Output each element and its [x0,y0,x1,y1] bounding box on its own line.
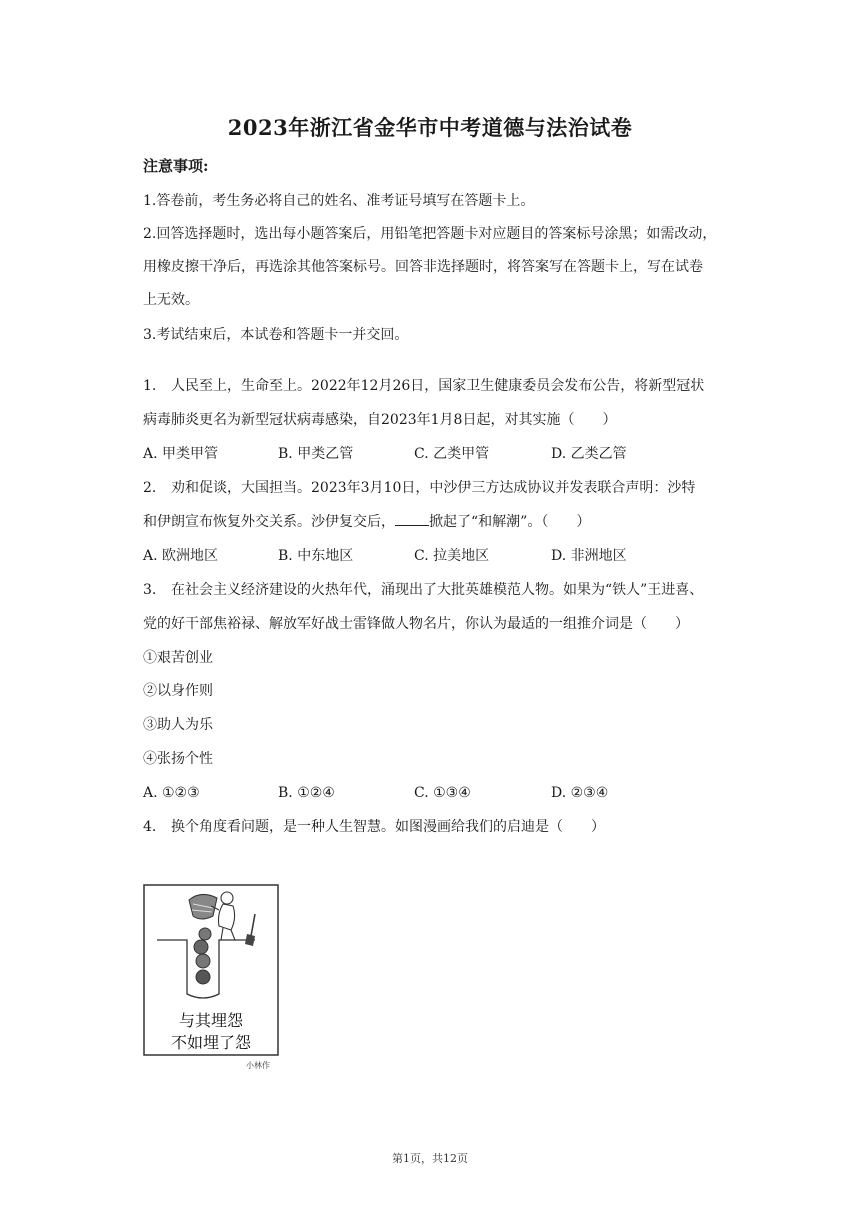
question-text: 掀起了“和解潮”。（ ） [429,514,591,530]
cartoon-illustration [143,884,279,1056]
cartoon-caption-line1: 与其埋怨 [178,1011,244,1030]
notice-line: 用橡皮擦干净后，再选涂其他答案标号。回答非选择题时，将答案写在答题卡上，写在试卷 [143,259,703,275]
question-text: 在社会主义经济建设的火热年代，涌现出了大批英雄模范人物。如果为“铁人”王进喜、 [171,582,704,598]
question-text: 和伊朗宣布恢复外交关系。沙伊复交后， [143,514,395,530]
option-a: A. 甲类甲管 [143,446,219,462]
option-d: D. 乙类乙管 [551,446,627,462]
cartoon-caption-line2: 不如埋了怨 [170,1033,252,1052]
notice-line: 1.答卷前，考生务必将自己的姓名、准考证号填写在答题卡上。 [143,193,535,209]
option-d: D. ②③④ [551,785,609,801]
statement-item: ①艰苦创业 [143,650,213,666]
question-number: 1. [143,378,157,394]
notice-line: 3.考试结束后，本试卷和答题卡一并交回。 [143,327,409,343]
question-4 [143,817,605,837]
option-c: C. ①③④ [414,785,471,801]
question-3 [143,580,703,600]
question-text: 换个角度看问题，是一种人生智慧。如图漫画给我们的启迪是（ ） [171,819,605,835]
question-number: 3. [143,582,157,598]
notice-line: 上无效。 [143,292,199,308]
option-a: A. ①②③ [143,785,200,801]
option-c: C. 拉美地区 [414,548,490,564]
statement-item: ②以身作则 [143,683,213,699]
question-text: 病毒肺炎更名为新型冠状病毒感染，自2023年1月8日起，对其实施（ ） [143,412,617,428]
question-text: 人民至上，生命至上。2022年12月26日，国家卫生健康委员会发布公告，将新型冠状 [171,378,705,394]
ball [194,940,208,954]
question-text: 劝和促谈，大国担当。2023年3月10日，中沙伊三方达成协议并发表联合声明：沙特 [171,480,696,496]
question-number: 4. [143,819,157,835]
option-d: D. 非洲地区 [551,548,627,564]
question-1 [143,376,704,396]
ball [196,970,210,984]
person-body [219,904,235,930]
notice-heading: 注意事项: [143,157,209,175]
question-text-with-blank [143,512,590,532]
option-a: A. 欧洲地区 [143,548,219,564]
page-footer: 第1页，共12页 [392,1152,468,1165]
question-2 [143,478,695,498]
option-b: B. 中东地区 [278,548,354,564]
option-c: C. 乙类甲管 [414,446,490,462]
answer-blank [395,512,429,526]
option-b: B. 甲类乙管 [278,446,354,462]
cartoon-credit: 小林作 [246,1061,270,1070]
question-text: 党的好干部焦裕禄、解放军好战士雷锋做人物名片，你认为最适的一组推介词是（ ） [143,616,689,632]
ball [196,954,210,968]
option-b: B. ①②④ [278,785,335,801]
statement-item: ③助人为乐 [143,717,213,733]
ball [199,928,211,940]
question-number: 2. [143,480,157,496]
notice-line: 2.回答选择题时，选出每小题答案后，用铅笔把答题卡对应题目的答案标号涂黑；如需改动， [143,226,717,242]
person-head [221,892,233,904]
statement-item: ④张扬个性 [143,751,213,767]
page-title: 2023年浙江省金华市中考道德与法治试卷 [227,115,633,140]
